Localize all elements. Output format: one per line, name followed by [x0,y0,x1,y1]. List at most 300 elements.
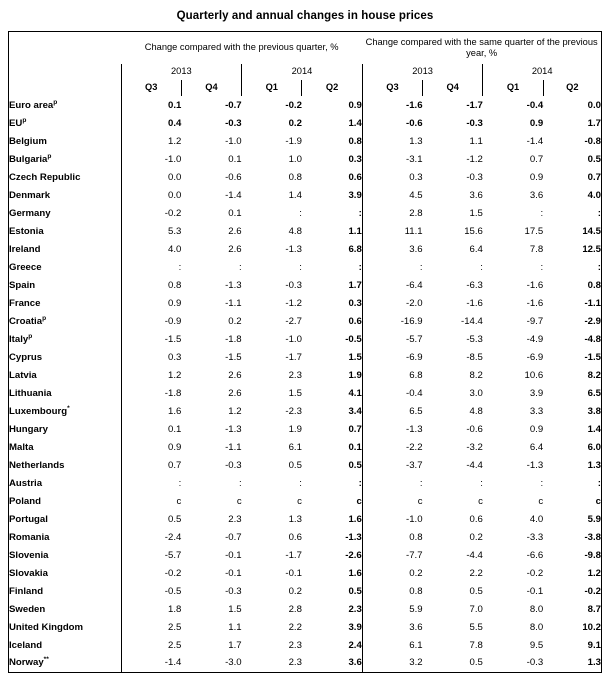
data-cell: -4.4 [466,549,483,561]
data-cell: 2.6 [228,387,242,399]
country-footnote-marker: * [67,404,70,412]
header-year-q-2013: 2013 [121,64,242,80]
data-cell: 4.0 [587,189,601,201]
data-cell: -2.2 [362,438,422,456]
data-cell: 1.1 [469,135,483,147]
data-cell: 2.6 [228,225,242,237]
data-cell: 0.0 [587,99,601,111]
data-cell: -1.0 [121,150,181,168]
header-year-q-2014: 2014 [242,64,363,80]
data-cell: 4.1 [348,387,362,399]
data-cell: 1.8 [121,600,181,618]
country-name-cell [9,366,122,384]
data-cell: 1.2 [121,366,181,384]
data-cell: 2.4 [348,639,362,651]
country-name-cell [9,528,122,546]
country-label: Belgium [9,135,47,147]
data-cell: 3.6 [529,189,544,201]
data-cell: 6.5 [587,387,601,399]
data-cell: 10.6 [524,369,544,381]
table-body [9,96,602,672]
data-cell: -5.3 [466,333,483,345]
data-cell: 0.0 [121,168,181,186]
table-row [9,474,602,492]
data-cell: 0.9 [121,294,181,312]
data-cell: 7.8 [469,639,483,651]
data-cell: -0.3 [225,117,242,129]
data-cell: 2.2 [288,621,302,633]
data-cell: -1.5 [584,351,601,363]
country-label: Estonia [9,225,44,237]
data-cell: -3.1 [362,150,422,168]
table-row [9,276,602,294]
data-cell: : [540,261,544,273]
data-cell: -0.6 [362,114,422,132]
data-cell: -1.0 [285,333,302,345]
data-cell: 10.2 [582,621,601,633]
data-cell: -1.7 [285,549,302,561]
data-cell: 5.9 [587,513,601,525]
data-cell: 2.2 [469,567,483,579]
data-cell: -0.6 [225,171,242,183]
country-label: Finland [9,585,44,597]
data-cell: 1.9 [288,423,302,435]
country-name-cell [9,438,122,456]
country-name-cell [9,186,122,204]
header-group-annual: Change compared with the same quarter of the previous year, % [365,36,598,58]
data-cell: : [362,474,422,492]
header-quarter-a-2014-q1: Q1 [483,80,543,96]
data-cell: 3.6 [469,189,483,201]
data-cell: 3.9 [348,621,362,633]
data-cell: -0.4 [362,384,422,402]
data-cell: 0.6 [288,531,302,543]
data-cell: 0.8 [362,582,422,600]
data-cell: 4.8 [288,225,302,237]
data-cell: 0.2 [288,117,302,129]
data-cell: -1.1 [225,297,242,309]
data-cell: 0.0 [121,186,181,204]
table-row [9,636,602,654]
table-row [9,348,602,366]
header-quarter-q-2014-q2: Q2 [302,80,362,96]
data-cell: -0.7 [225,99,242,111]
data-cell: 4.0 [529,513,544,525]
header-year-a-2014: 2014 [483,64,602,80]
country-label: Lithuania [9,387,52,399]
data-cell: 1.1 [348,225,362,237]
data-cell: -1.3 [225,423,242,435]
table-row [9,564,602,582]
table-row [9,402,602,420]
data-cell: : [597,207,601,219]
country-label: Portugal [9,513,48,525]
data-cell: -1.2 [285,297,302,309]
country-name-cell [9,150,122,168]
data-cell: 0.7 [587,171,601,183]
data-cell: -6.6 [526,549,544,561]
country-footnote-marker: ** [43,656,49,664]
header-quarter-a-2013-q3: Q3 [362,80,422,96]
data-cell: 4.5 [362,186,422,204]
data-cell: -0.6 [466,423,483,435]
data-cell: -0.7 [225,531,242,543]
data-cell: -3.8 [584,531,601,543]
table-row [9,96,602,114]
country-label: Spain [9,279,36,291]
country-label: Netherlands [9,459,65,471]
data-cell: -0.2 [526,567,544,579]
data-cell: 1.5 [288,387,302,399]
data-cell: -2.0 [362,294,422,312]
country-name-cell [9,222,122,240]
data-cell: c [236,495,242,507]
data-cell: 1.4 [587,423,601,435]
header-quarter-q-2014-q1: Q1 [242,80,302,96]
data-cell: 17.5 [524,225,544,237]
data-cell: 3.6 [362,618,422,636]
table-row [9,312,602,330]
data-cell: 0.3 [362,168,422,186]
data-cell: 0.2 [362,564,422,582]
data-cell: 7.8 [529,243,544,255]
country-label: Luxembourg [9,405,68,417]
page-title: Quarterly and annual changes in house prices [176,10,434,22]
data-cell: 6.8 [362,366,422,384]
table-row [9,582,602,600]
country-name-cell [9,546,122,564]
data-cell: 3.9 [529,387,544,399]
data-cell: 0.8 [121,276,181,294]
data-cell: 0.5 [121,510,181,528]
data-cell: -1.4 [225,189,242,201]
data-cell: : [480,477,483,489]
data-cell: -1.3 [345,531,362,543]
data-cell: 3.2 [362,654,422,672]
data-cell: 6.4 [529,441,544,453]
data-cell: -1.6 [466,297,483,309]
data-cell: -2.3 [285,405,302,417]
data-cell: 0.5 [469,585,483,597]
data-cell: c [595,495,601,507]
country-name-cell [9,402,122,420]
data-cell: 0.5 [348,585,362,597]
data-cell: 1.7 [587,117,601,129]
data-cell: -2.9 [584,315,601,327]
header-group-quarterly: Change compared with the previous quarter, % [144,42,339,53]
data-cell: 2.5 [121,636,181,654]
country-name-cell [9,114,122,132]
table-row [9,114,602,132]
data-cell: -0.1 [225,549,242,561]
data-cell: 0.5 [348,459,362,471]
header-quarter-q-2013-q4: Q4 [181,80,241,96]
country-name-cell [9,312,122,330]
data-cell: -1.6 [526,297,544,309]
data-cell: 2.6 [228,243,242,255]
data-cell: : [121,258,181,276]
country-name-cell [9,564,122,582]
data-cell: 1.7 [348,279,362,291]
data-cell: 2.3 [228,513,242,525]
country-name-cell [9,276,122,294]
data-cell: 0.7 [121,456,181,474]
data-cell: -7.7 [362,546,422,564]
data-cell: -0.1 [225,567,242,579]
data-cell: -0.3 [285,279,302,291]
data-cell: c [121,492,181,510]
data-cell: c [297,495,302,507]
data-cell: 6.1 [362,636,422,654]
country-name-cell [9,132,122,150]
data-cell: -16.9 [362,312,422,330]
data-cell: -0.2 [121,204,181,222]
data-cell: -6.4 [362,276,422,294]
data-cell: : [358,477,362,489]
country-name-cell [9,456,122,474]
data-cell: 8.7 [587,603,601,615]
data-cell: -1.3 [285,243,302,255]
country-name-cell [9,258,122,276]
data-cell: -0.3 [225,585,242,597]
data-cell: -0.3 [466,171,483,183]
data-cell: 8.0 [529,621,544,633]
data-cell: 8.2 [469,369,483,381]
data-cell: -0.2 [121,564,181,582]
data-cell: 0.8 [587,279,601,291]
data-cell: c [362,492,422,510]
data-cell: -0.3 [526,657,544,669]
data-cell: c [478,495,483,507]
data-cell: 3.0 [469,387,483,399]
data-cell: 0.7 [348,423,362,435]
country-name-cell [9,384,122,402]
country-name-cell [9,204,122,222]
data-cell: -6.9 [362,348,422,366]
data-cell: -0.4 [526,99,544,111]
country-label: Denmark [9,189,51,201]
data-cell: 0.9 [121,438,181,456]
house-prices-table [8,31,602,673]
table-row [9,384,602,402]
country-label: Greece [9,261,42,273]
data-cell: -3.0 [225,657,242,669]
country-label: Romania [9,531,50,543]
table-row [9,186,602,204]
data-cell: : [597,477,601,489]
data-cell: 3.3 [529,405,544,417]
data-cell: 1.2 [587,567,601,579]
country-name-cell [9,600,122,618]
country-label: Czech Republic [9,171,81,183]
data-cell: 9.1 [587,639,601,651]
data-cell: 0.8 [348,135,362,147]
table-row [9,168,602,186]
country-label: Bulgaria [9,153,48,165]
data-cell: 0.6 [348,171,362,183]
header-quarter-a-2013-q4: Q4 [423,80,483,96]
data-cell: 0.2 [288,585,302,597]
table-row [9,330,602,348]
data-cell: 6.8 [348,243,362,255]
data-cell: 2.3 [288,639,302,651]
data-cell: -3.7 [362,456,422,474]
data-cell: -14.4 [461,315,483,327]
data-cell: -1.8 [121,384,181,402]
data-cell: -0.2 [285,99,302,111]
data-cell: : [121,474,181,492]
data-cell: 0.6 [469,513,483,525]
table-row [9,420,602,438]
data-cell: 2.8 [362,204,422,222]
data-cell: 6.4 [469,243,483,255]
country-label: Euro area [9,99,54,111]
data-cell: 0.3 [348,297,362,309]
country-name-cell [9,240,122,258]
data-cell: 11.1 [362,222,422,240]
table-row [9,258,602,276]
data-cell: 1.9 [348,369,362,381]
data-cell: 3.6 [348,657,362,669]
data-cell: 3.9 [348,189,362,201]
data-cell: 8.2 [587,369,601,381]
data-cell: : [358,261,362,273]
data-cell: 0.4 [121,114,181,132]
data-cell: 0.7 [529,153,544,165]
country-footnote-marker: p [47,152,52,160]
data-cell: -5.7 [121,546,181,564]
data-cell: 8.0 [529,603,544,615]
data-cell: : [238,477,242,489]
country-name-cell [9,582,122,600]
header-corner-cell [9,32,122,97]
data-cell: 0.6 [348,315,362,327]
data-cell: 0.8 [288,171,302,183]
country-name-cell [9,636,122,654]
country-label: Iceland [9,639,43,651]
data-cell: : [540,207,544,219]
country-label: United Kingdom [9,621,84,633]
data-cell: 1.6 [121,402,181,420]
data-cell: -1.6 [526,279,544,291]
data-cell: : [299,477,302,489]
country-name-cell [9,168,122,186]
data-cell: -3.3 [526,531,544,543]
data-cell: 5.3 [121,222,181,240]
data-cell: 2.6 [228,369,242,381]
country-footnote-marker: p [28,332,33,340]
data-cell: -4.9 [526,333,544,345]
data-cell: 2.3 [288,369,302,381]
table-row [9,204,602,222]
country-label: Slovakia [9,567,48,579]
data-cell: 0.3 [348,153,362,165]
data-cell: -1.3 [225,279,242,291]
data-cell: 1.6 [348,567,362,579]
data-cell: -2.4 [121,528,181,546]
country-label: Croatia [9,315,43,327]
table-row [9,150,602,168]
country-label: Hungary [9,423,48,435]
data-cell: 3.8 [587,405,601,417]
data-cell: : [358,207,362,219]
data-cell: -1.2 [466,153,483,165]
country-name-cell [9,294,122,312]
data-cell: 5.5 [469,621,483,633]
data-cell: -6.9 [526,351,544,363]
country-name-cell [9,474,122,492]
data-cell: c [356,495,362,507]
country-label: Latvia [9,369,37,381]
data-cell: -2.7 [285,315,302,327]
data-cell: 2.5 [121,618,181,636]
data-cell: -4.4 [466,459,483,471]
data-cell: -1.4 [121,654,181,672]
data-cell: 1.5 [348,351,362,363]
data-cell: -6.3 [466,279,483,291]
data-cell: : [597,261,601,273]
data-cell: -0.3 [225,459,242,471]
data-cell: 0.9 [529,117,544,129]
data-cell: 4.0 [121,240,181,258]
data-cell: 2.3 [348,603,362,615]
data-cell: -0.5 [345,333,362,345]
data-cell: 0.5 [587,153,601,165]
table-row [9,546,602,564]
data-cell: 9.5 [529,639,544,651]
country-label: Sweden [9,603,46,615]
data-cell: 1.2 [121,132,181,150]
data-cell: 1.4 [348,117,362,129]
data-cell: -4.8 [584,333,601,345]
table-row [9,528,602,546]
data-cell: -1.3 [526,459,544,471]
country-label: Austria [9,477,43,489]
country-name-cell [9,654,122,672]
data-cell: 0.1 [228,153,242,165]
country-label: Germany [9,207,51,219]
country-footnote-marker: p [53,98,58,106]
data-cell: -1.4 [526,135,544,147]
data-cell: 0.5 [288,459,302,471]
data-cell: 1.0 [288,153,302,165]
data-cell: -1.7 [285,351,302,363]
table-row [9,438,602,456]
data-cell: 1.3 [587,459,601,471]
country-name-cell [9,330,122,348]
header-row-groups [9,32,602,65]
data-cell: 4.8 [469,405,483,417]
data-cell: -1.9 [285,135,302,147]
country-name-cell [9,492,122,510]
table-row [9,366,602,384]
country-footnote-marker: p [22,116,27,124]
data-cell: -1.7 [466,99,483,111]
data-cell: 1.3 [288,513,302,525]
table-header [9,32,602,97]
country-label: Cyprus [9,351,43,363]
table-row [9,222,602,240]
data-cell: 2.3 [288,657,302,669]
data-cell: -3.2 [466,441,483,453]
data-cell: c [538,495,544,507]
table-row [9,492,602,510]
data-cell: -9.7 [526,315,544,327]
data-cell: 1.3 [362,132,422,150]
country-name-cell [9,348,122,366]
data-cell: 1.1 [228,621,242,633]
country-name-cell [9,420,122,438]
